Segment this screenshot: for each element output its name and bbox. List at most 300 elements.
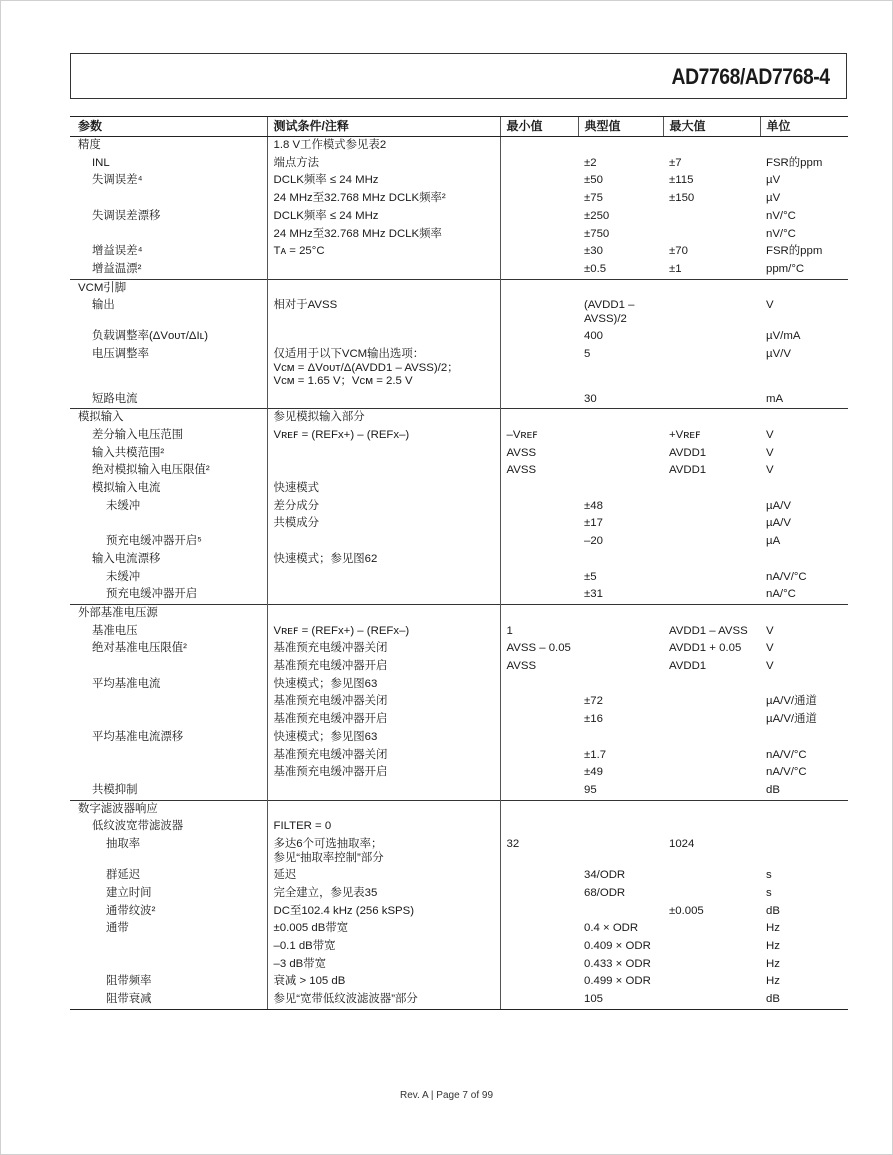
- condition-cell: DCLK频率 ≤ 24 MHz: [267, 172, 500, 190]
- unit-cell: dB: [766, 784, 780, 796]
- typ-cell: 105: [578, 991, 663, 1009]
- max-cell: AVDD1: [669, 446, 707, 459]
- max-cell: [663, 991, 760, 1009]
- condition-cell: [267, 391, 500, 409]
- table-row: [70, 261, 848, 279]
- unit-cell: [760, 137, 848, 155]
- unit-cell: µV/mA: [766, 330, 801, 343]
- param-cell: 低纹波宽带滤波器: [92, 820, 184, 833]
- typ-cell: [578, 658, 663, 676]
- unit-cell: mA: [766, 392, 784, 405]
- condition-cell: 基准预充电缓冲器关闭: [267, 693, 500, 711]
- page-footer: Rev. A | Page 7 of 99: [399, 1090, 494, 1101]
- min-cell: AVSS – 0.05: [506, 642, 571, 655]
- typ-cell: [578, 640, 663, 658]
- max-cell: [663, 729, 760, 747]
- condition-cell: [267, 462, 500, 480]
- param-cell: 预充电缓冲器开启⁵: [106, 535, 202, 548]
- typ-cell: ±250: [584, 209, 610, 222]
- table-row: [70, 498, 848, 516]
- min-cell: AVSS: [506, 464, 537, 477]
- unit-cell: Hz: [766, 922, 780, 935]
- table-row: [70, 346, 848, 391]
- min-cell: [500, 279, 578, 297]
- max-cell: [663, 346, 760, 391]
- min-cell: [500, 956, 578, 974]
- unit-cell: [760, 279, 848, 297]
- min-cell: [500, 604, 578, 622]
- param-cell: [70, 226, 267, 244]
- condition-cell: 端点方法: [267, 155, 500, 173]
- condition-cell: 共模成分: [267, 515, 500, 533]
- table-row: [70, 190, 848, 208]
- min-cell: [500, 328, 578, 346]
- condition-cell: [267, 445, 500, 463]
- typ-cell: 95: [584, 784, 597, 796]
- condition-cell: 多达6个可选抽取率； 参见“抽取率控制”部分: [267, 836, 500, 867]
- max-cell: 1024: [669, 838, 695, 851]
- max-cell: [663, 938, 760, 956]
- condition-cell: 1.8 V工作模式参见表2: [267, 137, 500, 155]
- condition-cell: 仅适用于以下VCM输出选项： Vᴄᴍ = ΔVᴏᴜᴛ/Δ(AVDD1 – AVSS)/2； Vᴄᴍ = 1.65 V；Vᴄᴍ = 2.5 V: [267, 346, 500, 391]
- unit-cell: FSR的ppm: [766, 156, 823, 169]
- min-cell: [500, 938, 578, 956]
- param-cell: 输入共模范围²: [92, 446, 165, 459]
- table-row: [70, 885, 848, 903]
- typ-cell: ±2: [584, 156, 597, 169]
- condition-cell: FILTER = 0: [267, 818, 500, 836]
- typ-cell: [578, 480, 663, 498]
- param-cell: 阻带衰减: [70, 991, 267, 1009]
- param-cell: [70, 515, 267, 533]
- condition-cell: 快速模式；参见图63: [267, 729, 500, 747]
- max-cell: AVDD1: [669, 464, 707, 477]
- table-row: [70, 427, 848, 445]
- condition-cell: [267, 604, 500, 622]
- condition-cell: [267, 782, 500, 800]
- param-cell: 精度: [70, 137, 267, 155]
- unit-cell: FSR的ppm: [766, 245, 823, 258]
- condition-cell: [267, 279, 500, 297]
- param-cell: 预充电缓冲器开启: [106, 588, 198, 601]
- table-row: [70, 480, 848, 498]
- typ-cell: –20: [584, 535, 604, 548]
- min-cell: [500, 533, 578, 551]
- param-cell: [70, 938, 267, 956]
- min-cell: [500, 569, 578, 587]
- max-cell: [663, 604, 760, 622]
- condition-cell: 相对于AVSS: [267, 297, 500, 328]
- max-cell: [663, 711, 760, 729]
- min-cell: [500, 711, 578, 729]
- table-row: [70, 533, 848, 551]
- min-cell: [500, 498, 578, 516]
- table-row: [70, 569, 848, 587]
- unit-cell: µA/V: [766, 499, 791, 512]
- unit-cell: Hz: [766, 957, 780, 970]
- min-cell: [500, 586, 578, 604]
- param-cell: 绝对基准电压限值²: [92, 642, 187, 655]
- table-row: [70, 409, 848, 427]
- typ-cell: ±16: [584, 713, 603, 726]
- table-row: [70, 729, 848, 747]
- condition-cell: 基准预充电缓冲器开启: [267, 658, 500, 676]
- min-cell: [500, 903, 578, 921]
- param-cell: 通带: [106, 922, 129, 935]
- param-cell: 输出: [92, 299, 115, 312]
- condition-cell: ±0.005 dB带宽: [267, 920, 500, 938]
- param-cell: 失调误差⁴: [92, 174, 143, 187]
- spec-table-body: [70, 137, 848, 1010]
- min-cell: [500, 261, 578, 279]
- condition-cell: 基准预充电缓冲器开启: [267, 711, 500, 729]
- typ-cell: 5: [584, 348, 591, 361]
- unit-cell: µV: [766, 174, 781, 187]
- typ-cell: ±50: [584, 174, 603, 187]
- typ-cell: (AVDD1 – AVSS)/2: [584, 299, 635, 325]
- unit-cell: V: [766, 446, 774, 459]
- max-cell: AVDD1: [669, 660, 707, 673]
- table-row: [70, 903, 848, 921]
- min-cell: [500, 867, 578, 885]
- table-row: [70, 208, 848, 226]
- condition-cell: 快速模式；参见图63: [267, 676, 500, 694]
- unit-cell: [760, 604, 848, 622]
- min-cell: [500, 729, 578, 747]
- unit-cell: [760, 836, 848, 867]
- min-cell: [500, 920, 578, 938]
- typ-cell: ±49: [584, 766, 603, 779]
- param-cell: 失调误差漂移: [92, 209, 161, 222]
- param-cell: 外部基准电压源: [70, 604, 267, 622]
- min-cell: 1: [506, 624, 513, 637]
- max-cell: [663, 208, 760, 226]
- max-cell: [663, 226, 760, 244]
- typ-cell: [578, 409, 663, 427]
- typ-cell: [578, 623, 663, 641]
- param-cell: 输入电流漂移: [92, 552, 161, 565]
- table-row: [70, 623, 848, 641]
- typ-cell: ±31: [584, 588, 603, 601]
- max-cell: [663, 297, 760, 328]
- param-cell: 共模抑制: [92, 784, 138, 796]
- param-cell: 平均基准电流漂移: [92, 730, 184, 743]
- typ-cell: [578, 551, 663, 569]
- condition-cell: DC至102.4 kHz (256 kSPS): [267, 903, 500, 921]
- max-cell: ±1: [669, 262, 682, 275]
- table-row: [70, 938, 848, 956]
- min-cell: [500, 172, 578, 190]
- typ-cell: [578, 676, 663, 694]
- condition-cell: 延迟: [267, 867, 500, 885]
- max-cell: [663, 137, 760, 155]
- param-cell: 负载调整率(ΔVᴏᴜᴛ/ΔIʟ): [92, 330, 209, 343]
- typ-cell: [578, 445, 663, 463]
- typ-cell: ±5: [584, 570, 597, 583]
- max-cell: [663, 279, 760, 297]
- unit-cell: [760, 480, 848, 498]
- condition-cell: [267, 261, 500, 279]
- unit-cell: Hz: [766, 939, 780, 952]
- param-cell: [70, 693, 267, 711]
- param-cell: 电压调整率: [92, 348, 149, 361]
- param-cell: INL: [92, 156, 110, 169]
- unit-cell: [760, 800, 848, 818]
- max-cell: [663, 693, 760, 711]
- table-row: [70, 297, 848, 328]
- min-cell: [500, 190, 578, 208]
- param-cell: 建立时间: [106, 886, 152, 899]
- unit-cell: [760, 676, 848, 694]
- header-box: [70, 53, 847, 99]
- condition-cell: [267, 533, 500, 551]
- table-row: [70, 676, 848, 694]
- condition-cell: 快速模式: [267, 480, 500, 498]
- max-cell: [663, 867, 760, 885]
- condition-cell: 基准预充电缓冲器关闭: [267, 640, 500, 658]
- typ-cell: [578, 836, 663, 867]
- typ-cell: ±750: [584, 227, 610, 240]
- min-cell: [500, 973, 578, 991]
- max-cell: [663, 328, 760, 346]
- table-row: [70, 747, 848, 765]
- condition-cell: 基准预充电缓冲器开启: [267, 764, 500, 782]
- table-row: [70, 155, 848, 173]
- min-cell: [500, 346, 578, 391]
- max-cell: [663, 747, 760, 765]
- typ-cell: 68/ODR: [584, 886, 626, 899]
- typ-cell: ±48: [584, 499, 603, 512]
- param-cell: 模拟输入电流: [92, 482, 161, 495]
- typ-cell: [578, 729, 663, 747]
- condition-cell: [267, 586, 500, 604]
- table-row: [70, 551, 848, 569]
- typ-cell: [578, 903, 663, 921]
- unit-cell: V: [766, 624, 774, 637]
- condition-cell: 差分成分: [267, 498, 500, 516]
- typ-cell: ±1.7: [584, 748, 607, 761]
- min-cell: [500, 480, 578, 498]
- param-cell: 差分输入电压范围: [92, 428, 184, 441]
- unit-cell: [760, 818, 848, 836]
- typ-cell: ±17: [584, 517, 603, 530]
- unit-cell: µA: [766, 535, 781, 548]
- typ-cell: [578, 427, 663, 445]
- min-cell: [500, 818, 578, 836]
- typ-cell: 34/ODR: [584, 869, 626, 882]
- unit-cell: dB: [766, 904, 780, 917]
- min-cell: [500, 391, 578, 409]
- param-cell: 短路电流: [92, 392, 138, 405]
- condition-cell: 24 MHz至32.768 MHz DCLK频率: [267, 226, 500, 244]
- min-cell: [500, 137, 578, 155]
- param-cell: 增益温漂²: [92, 262, 142, 275]
- max-cell: ±0.005: [669, 904, 704, 917]
- max-cell: [663, 920, 760, 938]
- condition-cell: –3 dB带宽: [267, 956, 500, 974]
- table-row: [70, 818, 848, 836]
- unit-cell: nV/°C: [766, 227, 796, 240]
- typ-cell: 0.4 × ODR: [584, 922, 639, 935]
- max-cell: ±7: [669, 156, 682, 169]
- table-row: [70, 137, 848, 155]
- condition-cell: 快速模式；参见图62: [267, 551, 500, 569]
- max-cell: +Vʀᴇꜰ: [669, 428, 701, 441]
- unit-cell: [760, 551, 848, 569]
- param-cell: [70, 711, 267, 729]
- min-cell: [500, 800, 578, 818]
- typ-cell: 0.433 × ODR: [584, 957, 651, 970]
- typ-cell: [578, 800, 663, 818]
- max-cell: ±115: [669, 174, 694, 187]
- typ-cell: 0.499 × ODR: [584, 975, 651, 988]
- condition-cell: [267, 328, 500, 346]
- param-cell: 基准电压: [92, 624, 138, 637]
- col-header-param: 参数: [70, 117, 267, 137]
- min-cell: [500, 551, 578, 569]
- unit-cell: nA/V/°C: [766, 766, 807, 779]
- condition-cell: 完全建立，参见表35: [267, 885, 500, 903]
- typ-cell: ±0.5: [584, 262, 607, 275]
- typ-cell: 30: [584, 392, 597, 405]
- unit-cell: [760, 409, 848, 427]
- table-row: [70, 867, 848, 885]
- min-cell: [500, 409, 578, 427]
- max-cell: ±70: [669, 245, 688, 258]
- max-cell: [663, 391, 760, 409]
- unit-cell: nA/V/°C: [766, 570, 807, 583]
- table-row: [70, 604, 848, 622]
- condition-cell: DCLK频率 ≤ 24 MHz: [267, 208, 500, 226]
- table-row: [70, 836, 848, 867]
- max-cell: [663, 409, 760, 427]
- part-number-title: AD7768/AD7768-4: [671, 64, 830, 89]
- table-row: [70, 328, 848, 346]
- unit-cell: s: [766, 869, 772, 882]
- param-cell: 抽取率: [106, 838, 141, 851]
- min-cell: [500, 243, 578, 261]
- col-header-max: 最大值: [663, 117, 760, 137]
- param-cell: 绝对模拟输入电压限值²: [92, 464, 210, 477]
- table-row: [70, 800, 848, 818]
- unit-cell: µV/V: [766, 348, 791, 361]
- min-cell: 32: [506, 838, 520, 851]
- typ-cell: 400: [584, 330, 604, 343]
- min-cell: [500, 515, 578, 533]
- table-row: [70, 711, 848, 729]
- typ-cell: [578, 818, 663, 836]
- unit-cell: dB: [760, 991, 848, 1009]
- table-row: [70, 462, 848, 480]
- unit-cell: V: [766, 464, 774, 477]
- max-cell: [663, 586, 760, 604]
- unit-cell: V: [766, 642, 774, 655]
- min-cell: [500, 885, 578, 903]
- max-cell: [663, 818, 760, 836]
- table-row: [70, 658, 848, 676]
- table-row: [70, 991, 848, 1009]
- param-cell: VCM引脚: [70, 279, 267, 297]
- unit-cell: nV/°C: [766, 209, 796, 222]
- param-cell: 阻带频率: [106, 975, 152, 988]
- param-cell: [70, 658, 267, 676]
- table-row: [70, 391, 848, 409]
- table-row: [70, 640, 848, 658]
- min-cell: [500, 155, 578, 173]
- min-cell: [500, 747, 578, 765]
- max-cell: [663, 676, 760, 694]
- unit-cell: s: [766, 886, 772, 899]
- param-cell: 未缓冲: [106, 499, 141, 512]
- unit-cell: V: [766, 428, 774, 441]
- table-row: [70, 515, 848, 533]
- param-cell: 群延迟: [106, 869, 141, 882]
- table-row: [70, 445, 848, 463]
- max-cell: [663, 782, 760, 800]
- max-cell: [663, 569, 760, 587]
- table-row: [70, 782, 848, 800]
- table-row: [70, 279, 848, 297]
- min-cell: [500, 782, 578, 800]
- condition-cell: 24 MHz至32.768 MHz DCLK频率²: [267, 190, 500, 208]
- max-cell: ±150: [669, 192, 695, 205]
- max-cell: [663, 973, 760, 991]
- condition-cell: 衰减 > 105 dB: [267, 973, 500, 991]
- table-row: [70, 764, 848, 782]
- max-cell: [663, 515, 760, 533]
- param-cell: 未缓冲: [106, 570, 141, 583]
- condition-cell: –0.1 dB带宽: [267, 938, 500, 956]
- table-row: [70, 956, 848, 974]
- condition-cell: Vʀᴇꜰ = (REFx+) – (REFx–): [267, 427, 500, 445]
- param-cell: 模拟输入: [70, 409, 267, 427]
- max-cell: [663, 498, 760, 516]
- table-row: [70, 226, 848, 244]
- condition-cell: 参见模拟输入部分: [267, 409, 500, 427]
- col-header-conditions: 测试条件/注释: [267, 117, 500, 137]
- param-cell: [70, 764, 267, 782]
- unit-cell: nA/V/°C: [766, 748, 807, 761]
- unit-cell: Hz: [766, 975, 780, 988]
- condition-cell: 基准预充电缓冲器关闭: [267, 747, 500, 765]
- param-cell: [70, 956, 267, 974]
- max-cell: [663, 551, 760, 569]
- max-cell: [663, 956, 760, 974]
- min-cell: [500, 764, 578, 782]
- col-header-unit: 单位: [760, 117, 848, 137]
- unit-cell: µA/V: [766, 517, 791, 530]
- condition-cell: 参见“宽带低纹波滤波器”部分: [267, 991, 500, 1009]
- min-cell: [500, 693, 578, 711]
- param-cell: [70, 190, 267, 208]
- unit-cell: µA/V/通道: [766, 695, 817, 708]
- min-cell: [500, 991, 578, 1009]
- col-header-typ: 典型值: [578, 117, 663, 137]
- table-row: [70, 243, 848, 261]
- table-row: [70, 693, 848, 711]
- param-cell: [70, 747, 267, 765]
- typ-cell: ±72: [584, 695, 603, 708]
- max-cell: AVDD1 – AVSS: [669, 624, 748, 637]
- table-row: [70, 586, 848, 604]
- condition-cell: Tᴀ = 25°C: [267, 243, 500, 261]
- typ-cell: [578, 279, 663, 297]
- typ-cell: 0.409 × ODR: [584, 939, 651, 952]
- condition-cell: [267, 800, 500, 818]
- table-row: [70, 920, 848, 938]
- max-cell: [663, 480, 760, 498]
- min-cell: AVSS: [506, 660, 537, 673]
